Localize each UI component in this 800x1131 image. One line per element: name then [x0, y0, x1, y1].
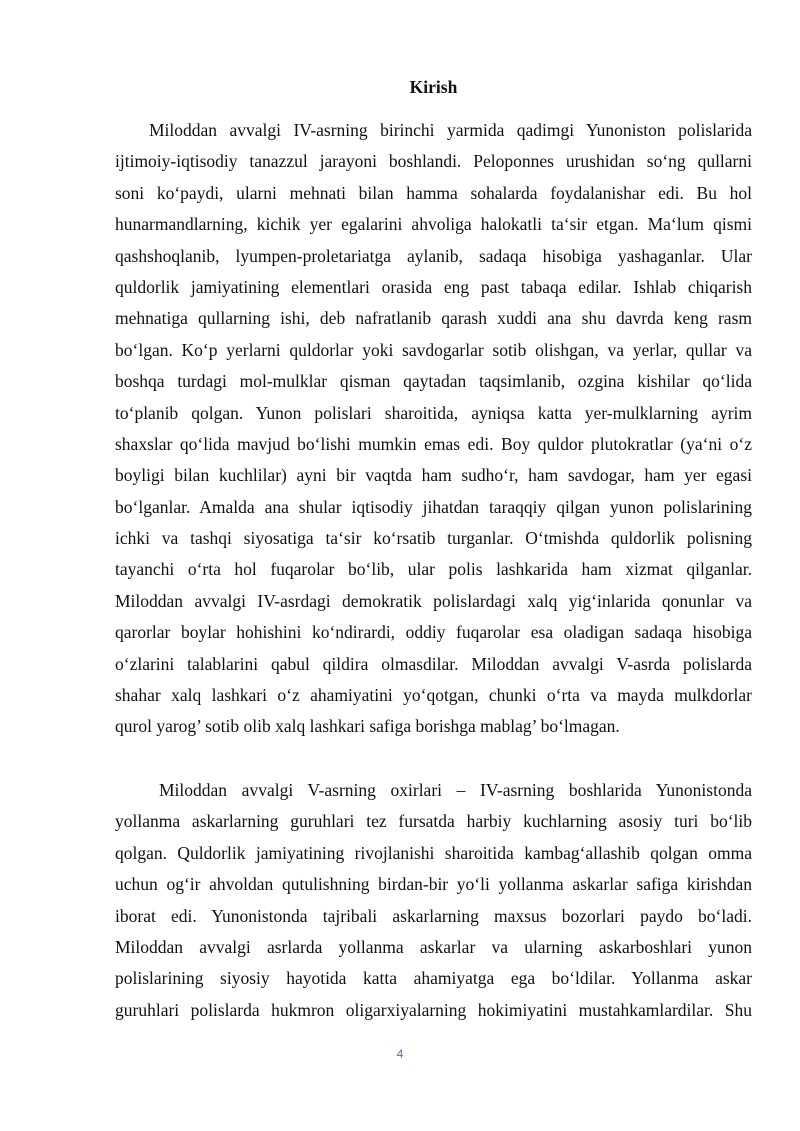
text-line: boshqa turdagi mol-mulklar qisman qaytadan taqsimlanib, ozgina kishilar qo‘lida — [115, 371, 752, 392]
text-line: uchun og‘ir ahvoldan qutulishning birdan-bir yo‘li yollanma askarlar safiga kirishdan — [115, 874, 752, 895]
text-line: guruhlari polislarda hukmron oligarxiyalarning hokimiyatini mustahkamlardilar. Shu — [115, 999, 752, 1020]
text-line: boyligi bilan kuchlilar) ayni bir vaqtda ham sudho‘r, ham savdogar, ham yer egasi — [115, 465, 752, 486]
document-title: Kirish — [409, 77, 458, 97]
text-line: quldorlik jamiyatining elementlari orasida eng past tabaqa edilar. Ishlab chiqarish — [115, 276, 752, 297]
text-line: qashshoqlanib, lyumpen-proletariatga aylanib, sadaqa hisobiga yashaganlar. Ular — [115, 245, 752, 266]
text-line: bo‘lganlar. Amalda ana shular iqtisodiy jihatdan taraqqiy qilgan yunon polislarining — [115, 496, 752, 517]
page-number: 4 — [396, 1047, 404, 1061]
text-line: ichki va tashqi siyosatiga ta‘sir ko‘rsatib turganlar. O‘tmishda quldorlik polisning — [115, 528, 752, 549]
text-line: yollanma askarlarning guruhlari tez fursatda harbiy kuchlarning asosiy turi bo‘lib — [115, 811, 752, 832]
text-line: hunarmandlarning, kichik yer egalarini ahvoliga halokatli ta‘sir etgan. Ma‘lum qismi — [115, 214, 752, 235]
text-line: ijtimoiy-iqtisodiy tanazzul jarayoni boshlandi. Peloponnes urushidan so‘ng qullarni — [115, 151, 752, 172]
text-line: to‘planib qolgan. Yunon polislari sharoitida, ayniqsa katta yer-mulklarning ayrim — [115, 402, 752, 423]
text-line: mehnatiga qullarning ishi, deb nafratlanib qarash xuddi ana shu davrda keng rasm — [115, 308, 752, 329]
text-line: shaxslar qo‘lida mavjud bo‘lishi mumkin emas edi. Boy quldor plutokratlar (ya‘ni o‘z — [115, 433, 752, 454]
text-line: soni ko‘paydi, ularni mehnati bilan hamma sohalarda foydalanishar edi. Bu hol — [115, 182, 752, 203]
text-line: bo‘lgan. Ko‘p yerlarni quldorlar yoki savdogarlar sotib olishgan, va yerlar, qullar va — [115, 339, 752, 360]
text-line: Miloddan avvalgi V-asrning oxirlari – IV-asrning boshlarida Yunonistonda — [159, 780, 752, 800]
text-line: Miloddan avvalgi asrlarda yollanma askarlar va ularning askarboshlari yunon — [115, 936, 752, 957]
text-line: shahar xalq lashkari o‘z ahamiyatini yo‘qotgan, chunki o‘rta va mayda mulkdorlar — [115, 685, 752, 706]
text-line: Miloddan avvalgi IV-asrdagi demokratik polislardagi xalq yig‘inlarida qonunlar va — [115, 590, 752, 611]
text-line: polislarining siyosiy hayotida katta ahamiyatga ega bo‘ldilar. Yollanma askar — [115, 968, 752, 989]
text-line: qolgan. Quldorlik jamiyatining rivojlanishi sharoitida kambag‘allashib qolgan omma — [115, 842, 752, 863]
text-line: tayanchi o‘rta hol fuqarolar bo‘lib, ular polis lashkarida ham xizmat qilganlar. — [115, 559, 752, 580]
text-line: Miloddan avvalgi IV-asrning birinchi yarmida qadimgi Yunoniston polislarida — [149, 120, 752, 140]
text-line: iborat edi. Yunonistonda tajribali askarlarning maxsus bozorlari paydo bo‘ladi. — [115, 905, 752, 926]
text-line: o‘zlarini talablarini qabul qildira olmasdilar. Miloddan avvalgi V-asrda polislarda — [115, 653, 752, 674]
text-line: qurol yarog’ sotib olib xalq lashkari safiga borishga mablag’ bo‘lmagan. — [115, 716, 620, 737]
text-line: qarorlar boylar hohishini ko‘ndirardi, oddiy fuqarolar esa oladigan sadaqa hisobiga — [115, 622, 752, 643]
paragraph-1 — [115, 115, 752, 743]
paragraph-2 — [115, 775, 752, 1026]
